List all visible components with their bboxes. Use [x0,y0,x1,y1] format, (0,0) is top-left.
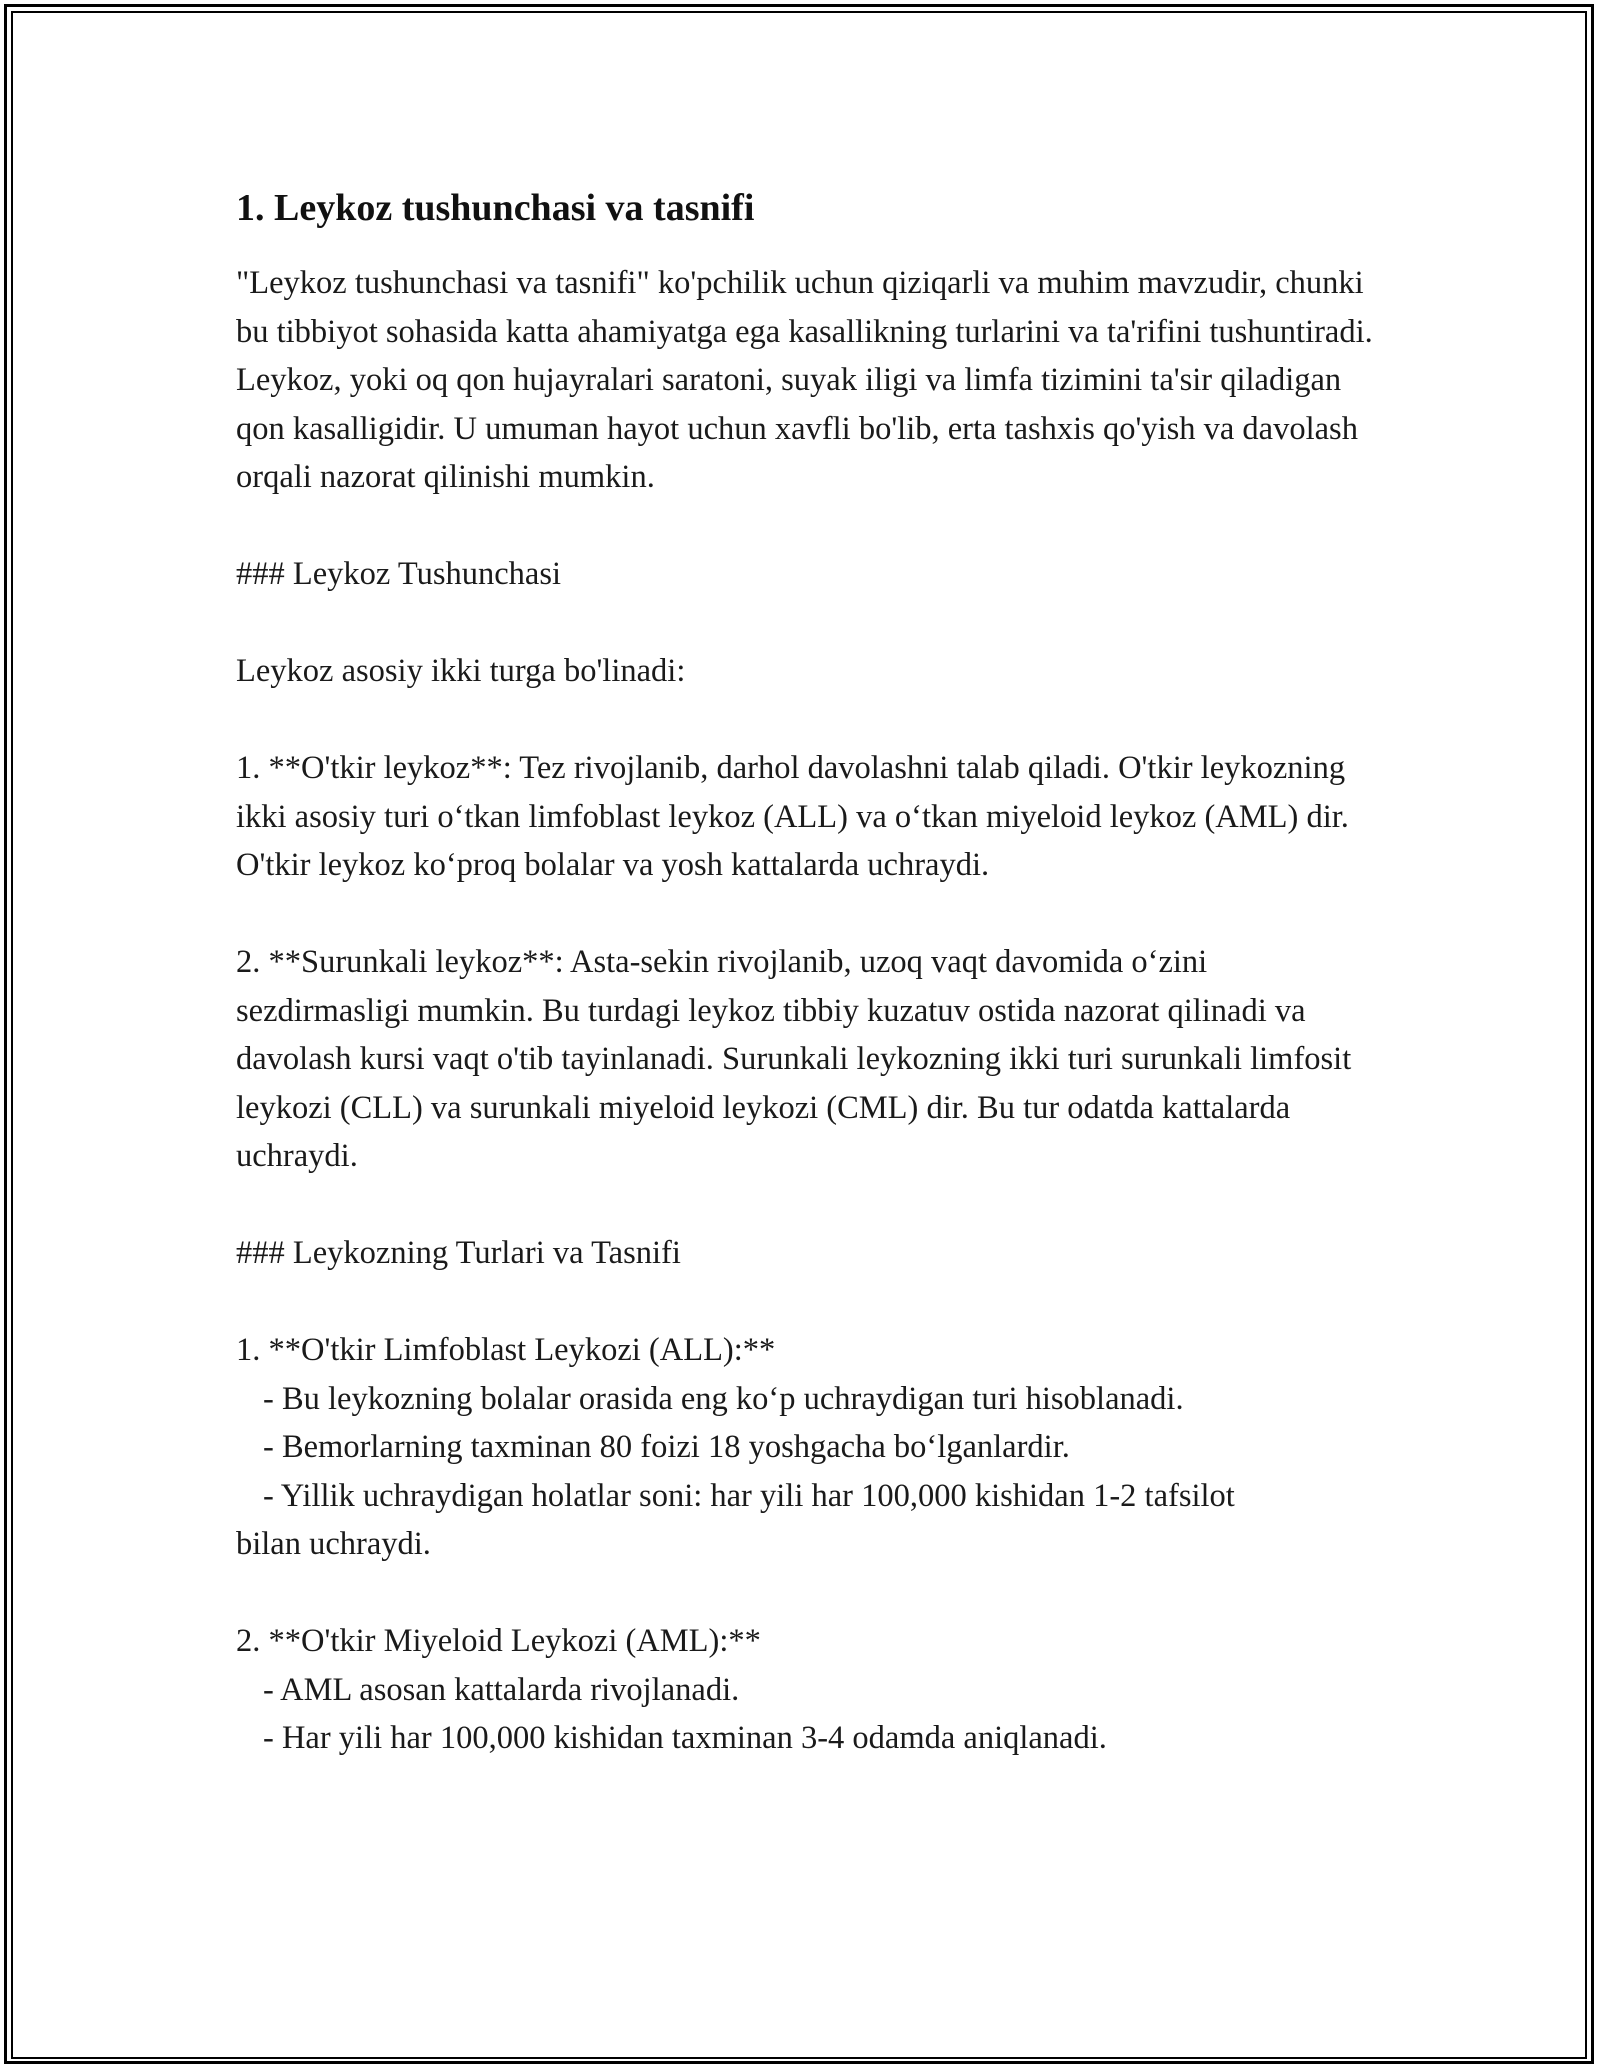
aml-bullet-1: - AML asosan kattalarda rivojlanadi. [263,1671,740,1708]
list-item-surunkali-leykoz: 2. **Surunkali leykoz**: Asta-sekin rivojlanib, uzoq vaqt davomida o‘zini sezdirmasligi mumkin. Bu turdagi leykoz tibbiy kuzatuv ostida nazorat qilinadi va davolash kursi vaqt o'tib tayinlanadi. Surunkali leykozning ikki turi surunkali limfosit leykozi (CLL) va surunkali miyeloid leykozi (CML) dir. Bu tur odatda kattalarda uchraydi. [236,944,1360,1174]
aml-bullet-2: - Har yili har 100,000 kishidan taxminan 3-4 odamda aniqlanadi. [263,1720,1107,1756]
all-bullet-1: - Bu leykozning bolalar orasida eng ko‘p uchraydigan turi hisoblanadi. [263,1380,1184,1417]
section-title-leykoz-tushunchasi: ### Leykoz Tushunchasi [236,556,561,592]
section-title-turlari-va-tasnifi: ### Leykozning Turlari va Tasnifi [236,1235,681,1271]
all-bullet-3: - Yillik uchraydigan holatlar soni: har yili har 100,000 kishidan 1-2 tafsilot [263,1477,1235,1514]
all-title: 1. **O'tkir Limfoblast Leykozi (ALL):** [236,1332,776,1368]
intro-paragraph: "Leykoz tushunchasi va tasnifi" ko'pchilik uchun qiziqarli va muhim mavzudir, chunki bu tibbiyot sohasida katta ahamiyatga ega kasallikning turlarini va ta'rifini tushuntiradi. Leykoz, yoki oq qon hujayralari saratoni, suyak iligi va limfa tizimini ta'sir qiladigan qon kasalligidir. U umuman hayot uchun xavfli bo'lib, erta tashxis qo'yish va davolash orqali nazorat qilinishi mumkin. [236,265,1381,495]
document-body [236,185,1381,1763]
document-heading: 1. Leykoz tushunchasi va tasnifi [236,187,755,229]
list-item-otkir-leykoz: 1. **O'tkir leykoz**: Tez rivojlanib, darhol davolashni talab qiladi. O'tkir leykozning ikki asosiy turi o‘tkan limfoblast leykoz (ALL) va o‘tkan miyeloid leykoz (AML) dir. O'tkir leykoz ko‘proq bolalar va yosh kattalarda uchraydi. [236,750,1358,883]
all-bullet-3-continuation: bilan uchraydi. [236,1526,431,1562]
section-lead: Leykoz asosiy ikki turga bo'linadi: [236,653,686,689]
aml-title: 2. **O'tkir Miyeloid Leykozi (AML):** [236,1623,761,1659]
all-bullet-2: - Bemorlarning taxminan 80 foizi 18 yoshgacha bo‘lganlardir. [263,1429,1070,1465]
